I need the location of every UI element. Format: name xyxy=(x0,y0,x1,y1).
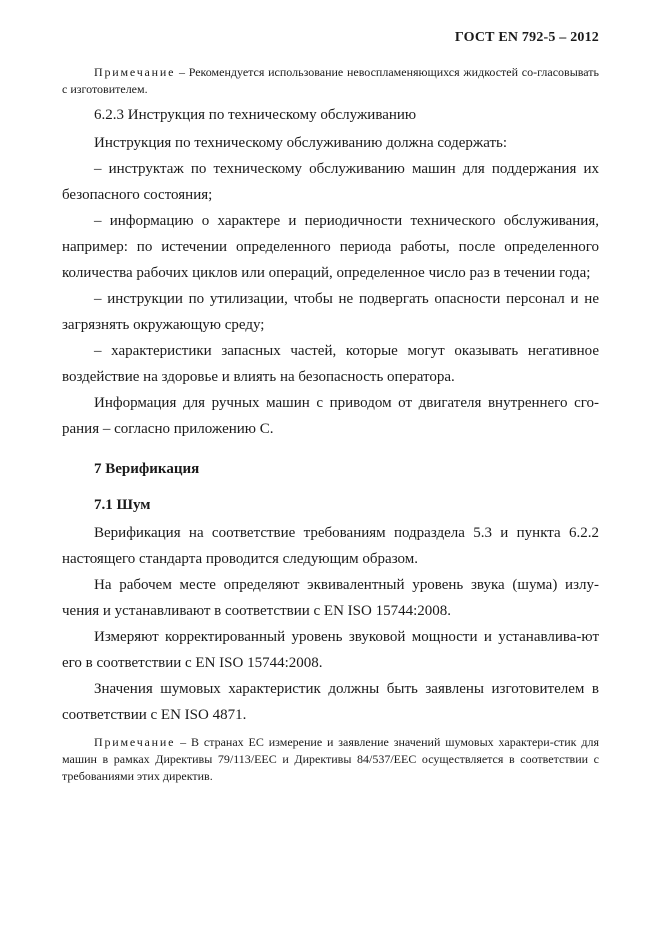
maintenance-intro: Инструкция по техническому обслуживанию должна содержать: xyxy=(94,135,508,151)
subsection-6-2-3-title: 6.2.3 Инструкция по техническому обслуживанию xyxy=(94,107,417,123)
noise-paragraph-1: Верификация на соответствие требованиям подраздела 5.3 и пункта 6.2.2 настоящего стандарта проводится следующим образом. xyxy=(62,525,599,567)
section-7-title: 7 Верификация xyxy=(94,461,200,477)
note-label: Примечание xyxy=(94,735,176,749)
note-fluids xyxy=(62,64,599,98)
noise-paragraph-4: Значения шумовых характеристик должны быть заявлены изготовителем в соответствии с EN ISO 4871. xyxy=(62,681,599,723)
page-content xyxy=(62,64,599,785)
note-label: Примечание xyxy=(94,65,176,79)
noise-paragraph-2: На рабочем месте определяют эквивалентный уровень звука (шума) излу-чения и устанавливают в соответствии с EN ISO 15744:2008. xyxy=(62,577,599,619)
maintenance-item-3: – инструкции по утилизации, чтобы не подвергать опасности персонал и не загрязнять окружающую среду; xyxy=(62,291,599,333)
maintenance-item-2: – информацию о характере и периодичности технического обслуживания, например: по истечении определенного периода работы, после определенного количества рабочих циклов или операций, определенное число раз в течении года; xyxy=(62,213,599,281)
maintenance-item-4: – характеристики запасных частей, которые могут оказывать негативное воздействие на здоровье и влиять на безопасность оператора. xyxy=(62,343,599,385)
maintenance-item-1: – инструктаж по техническому обслуживанию машин для поддержания их безопасного состояния; xyxy=(62,161,599,203)
noise-paragraph-3: Измеряют корректированный уровень звуковой мощности и устанавлива-ют его в соответствии с EN ISO 15744:2008. xyxy=(62,629,599,671)
subsection-7-1-title: 7.1 Шум xyxy=(94,497,151,513)
standard-code-header: ГОСТ EN 792-5 – 2012 xyxy=(454,30,599,45)
note-eu-directives xyxy=(62,734,599,785)
maintenance-closing: Информация для ручных машин с приводом от двигателя внутреннего сго-рания – согласно приложению С. xyxy=(62,395,599,437)
note-text: – В странах ЕС измерение и заявление значений шумовых характери-стик для машин в рамках Директивы 79/113/ЕЕС и Директивы 84/537/ЕЕС осуществляется в соответствии с требованиями этих директив. xyxy=(62,735,599,783)
note-text: – Рекомендуется использование невоспламеняющихся жидкостей со-гласовывать с изготовителем. xyxy=(62,65,599,96)
